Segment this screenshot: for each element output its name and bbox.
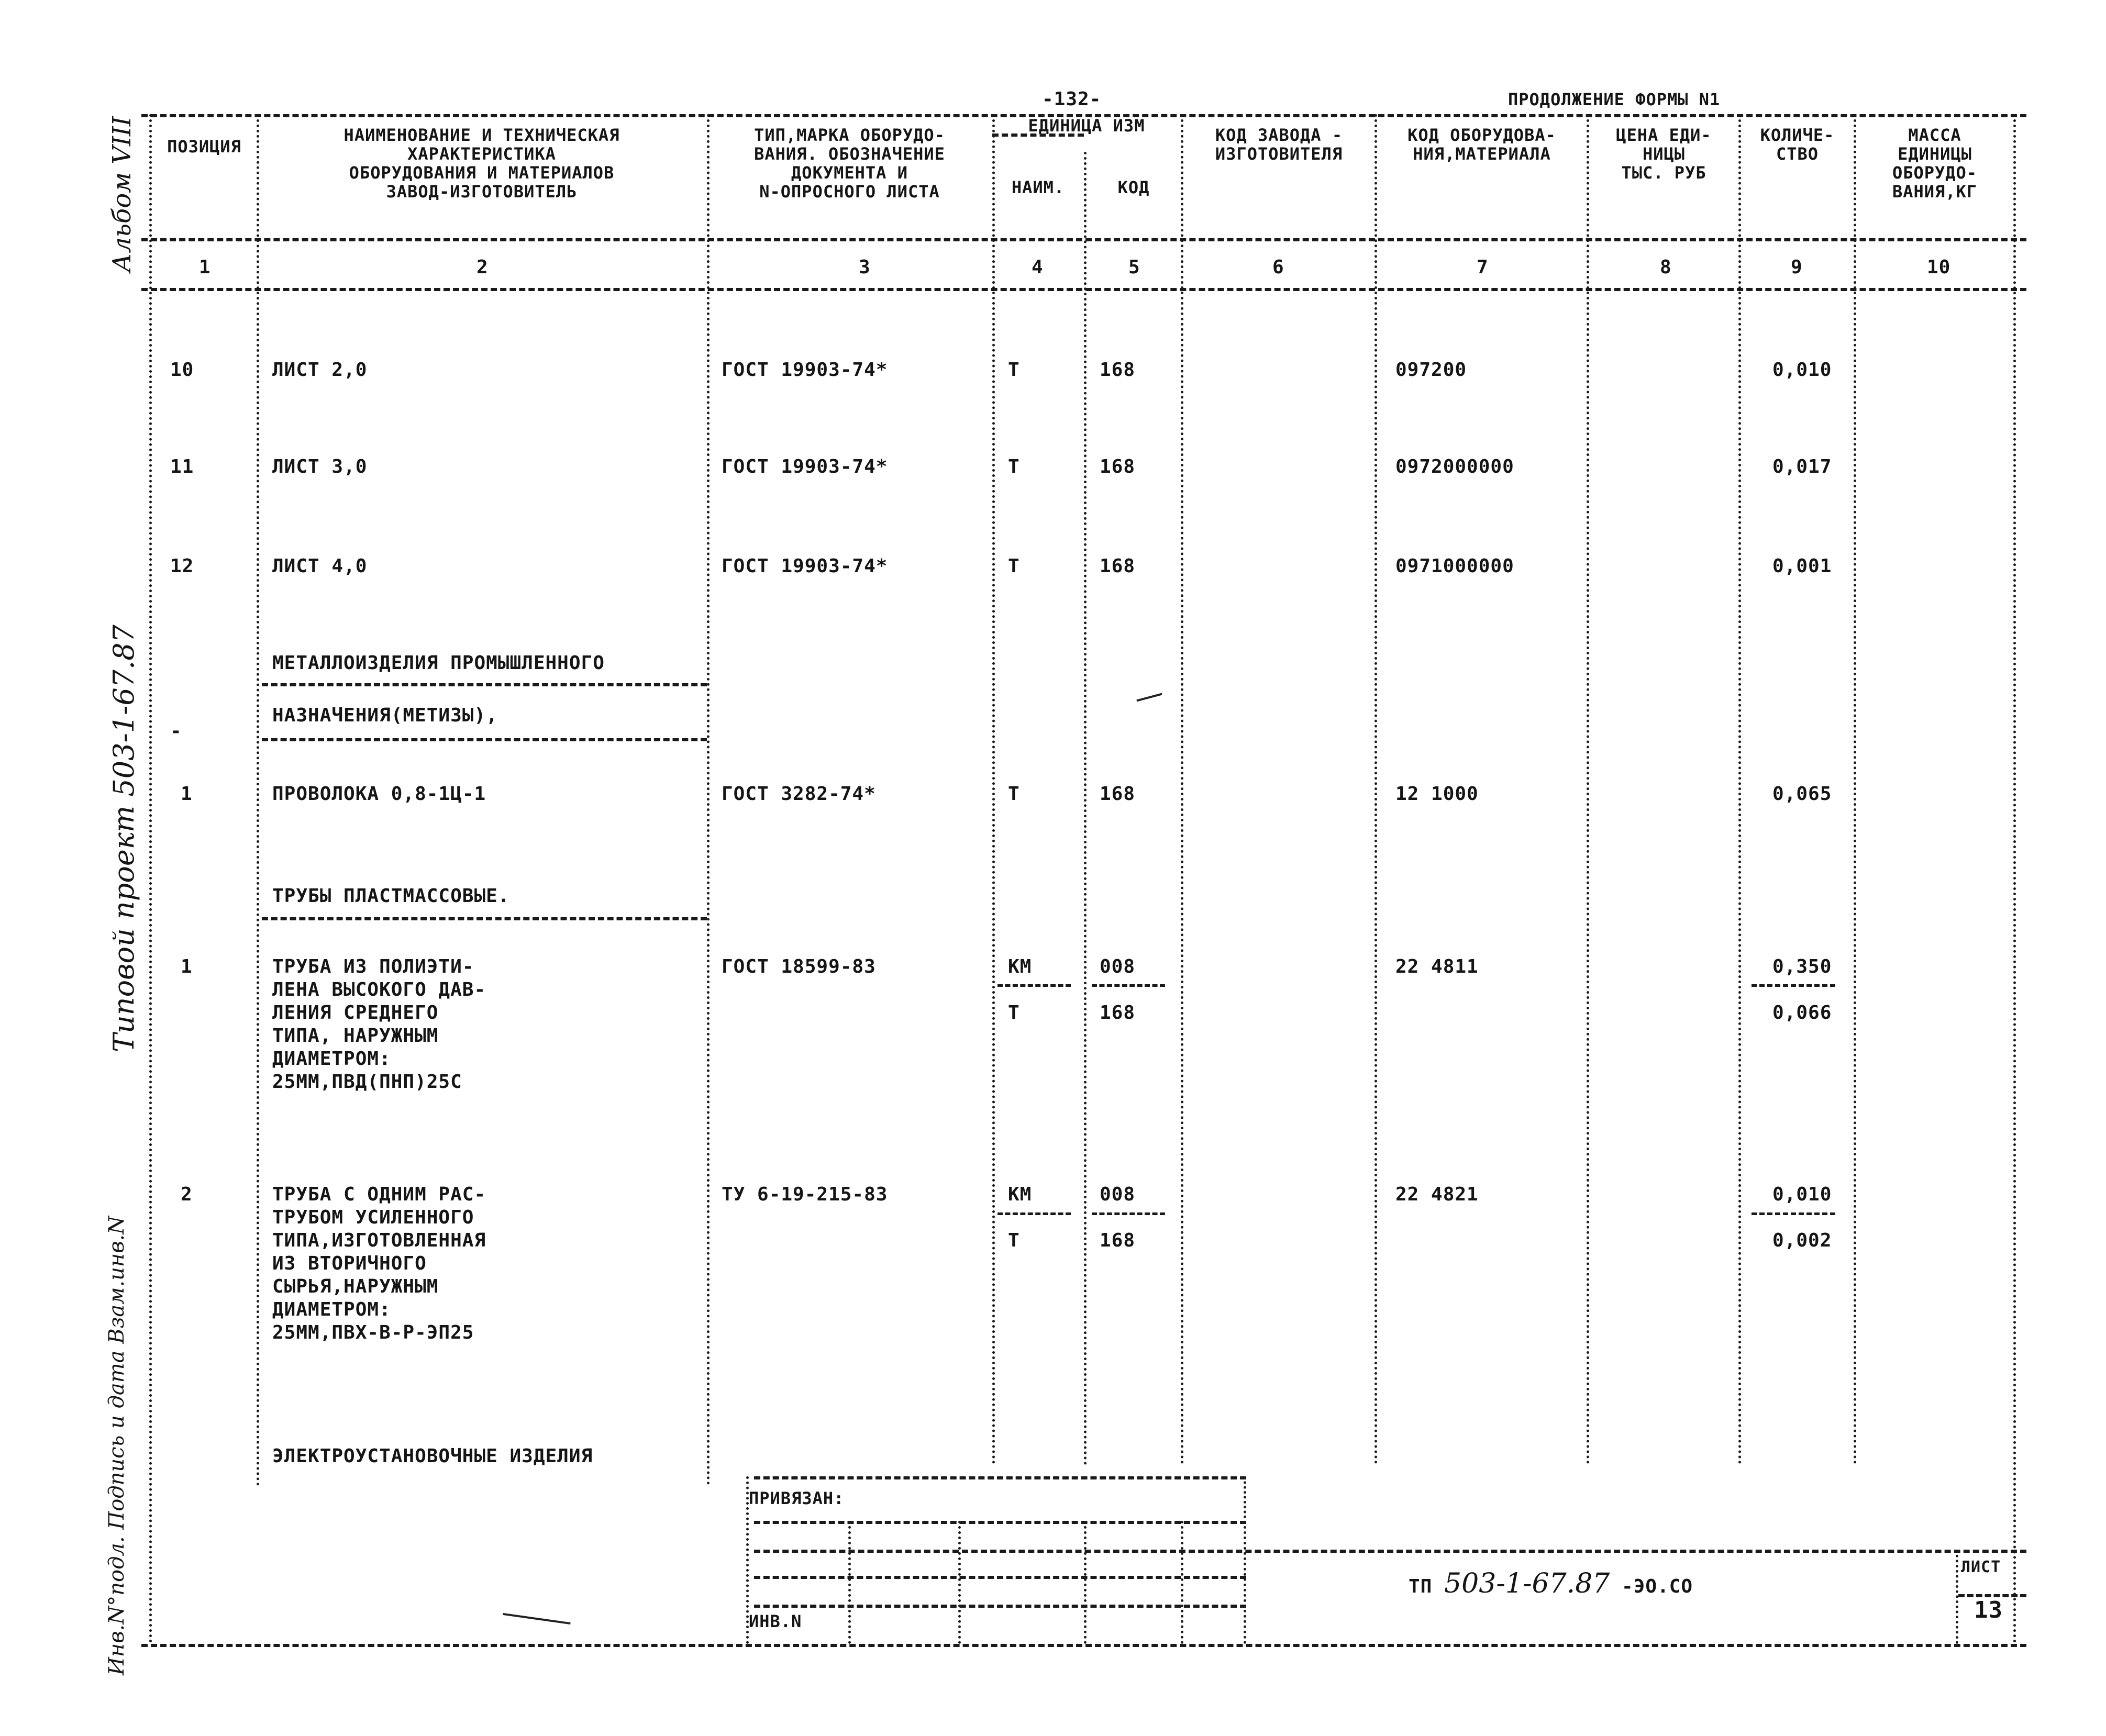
section-pipes-underline — [262, 917, 707, 920]
hdr-unit-name: НАИМ. — [1011, 177, 1065, 197]
row-unit: Т — [1008, 783, 1020, 805]
row-quantity: 0,350 — [1772, 956, 1832, 977]
doc-code-prefix: ТП — [1409, 1576, 1445, 1597]
row-doc: ГОСТ 3282-74* — [722, 783, 876, 805]
colnum-7: 7 — [1477, 257, 1489, 278]
row-unit: Т — [1008, 555, 1020, 577]
row-name-line: ТРУБА ИЗ ПОЛИЭТИ- — [272, 956, 474, 977]
vline-4 — [1084, 152, 1087, 1466]
row-name-line: ТИПА, НАРУЖНЫМ — [272, 1025, 439, 1047]
qty-split — [1752, 1212, 1835, 1215]
code-split — [1092, 984, 1165, 987]
stamp-attached-end — [1244, 1476, 1246, 1518]
stamp-vline-5 — [1244, 1521, 1246, 1644]
row-unit: КМ — [1008, 1184, 1032, 1205]
row-name: ЛИСТ 4,0 — [272, 555, 368, 577]
row-quantity-2: 0,066 — [1772, 1002, 1832, 1023]
row-name-line: ТИПА,ИЗГОТОВЛЕННАЯ — [272, 1230, 486, 1251]
vline-9 — [1854, 114, 1856, 1465]
colnum-5: 5 — [1128, 257, 1140, 278]
qty-split — [1752, 984, 1835, 987]
row-material-code: 22 4821 — [1395, 1184, 1479, 1205]
code-split — [1092, 1212, 1165, 1215]
colnum-10: 10 — [1927, 257, 1951, 278]
vline-2 — [707, 114, 710, 1486]
row-quantity: 0,017 — [1772, 456, 1832, 477]
row-name-line: ДИАМЕТРОМ: — [272, 1048, 391, 1070]
vline-7 — [1587, 114, 1589, 1465]
stamp-rule-4 — [754, 1576, 1246, 1579]
row-position: 11 — [170, 456, 194, 477]
colnum-6: 6 — [1272, 257, 1284, 278]
vline-5 — [1181, 114, 1183, 1465]
row-doc: ГОСТ 19903-74* — [722, 456, 888, 477]
row-position: 1 — [181, 956, 193, 977]
section-metiz-underline-2 — [262, 738, 707, 741]
row-unit-2: Т — [1008, 1230, 1020, 1251]
stamp-rule-2 — [754, 1521, 1246, 1524]
row-code-2: 168 — [1100, 1002, 1136, 1023]
stamp-attached: ПРИВЯЗАН: — [749, 1488, 845, 1508]
rule-bottom — [141, 1644, 2026, 1647]
colnum-4: 4 — [1032, 257, 1044, 278]
colnum-1: 1 — [199, 257, 211, 278]
colnum-9: 9 — [1791, 257, 1803, 278]
row-unit-2: Т — [1008, 1002, 1020, 1023]
colnum-2: 2 — [476, 257, 489, 278]
row-code-2: 168 — [1100, 1230, 1136, 1251]
row-name: ЛИСТ 3,0 — [272, 456, 368, 477]
row-quantity-2: 0,002 — [1772, 1230, 1832, 1251]
row-code: 168 — [1100, 783, 1136, 805]
row-position: 2 — [181, 1184, 193, 1205]
row-doc: ГОСТ 19903-74* — [722, 555, 888, 577]
vline-10 — [2013, 114, 2016, 1644]
vline-3 — [992, 114, 995, 1465]
hdr-material-code: КОД ОБОРУДОВА- НИЯ,МАТЕРИАЛА — [1407, 125, 1556, 164]
vline-8 — [1738, 114, 1741, 1465]
row-code: 008 — [1100, 956, 1136, 977]
row-quantity: 0,001 — [1772, 555, 1832, 577]
sheet-label: ЛИСТ — [1961, 1558, 2001, 1576]
row-doc: ГОСТ 19903-74* — [722, 359, 888, 381]
stamp-vline-4 — [1181, 1521, 1183, 1644]
row-unit: Т — [1008, 456, 1020, 477]
hdr-mass: МАССА ЕДИНИЦЫ ОБОРУДО- ВАНИЯ,КГ — [1892, 125, 1978, 202]
row-name-line: СЫРЬЯ,НАРУЖНЫМ — [272, 1276, 439, 1297]
row-quantity: 0,010 — [1772, 359, 1832, 381]
row-position: 10 — [170, 359, 194, 381]
row-name-line: ЛЕНА ВЫСОКОГО ДАВ- — [272, 979, 486, 1000]
section-electro-title: ЭЛЕКТРОУСТАНОВОЧНЫЕ ИЗДЕЛИЯ — [272, 1445, 593, 1467]
stamp-inv: ИНВ.N — [749, 1611, 802, 1631]
row-name: ЛИСТ 2,0 — [272, 359, 368, 381]
stamp-rule-3 — [754, 1550, 2026, 1553]
doc-code-suffix: -ЭО.СО — [1610, 1576, 1693, 1597]
hdr-name: НАИМЕНОВАНИЕ И ТЕХНИЧЕСКАЯ ХАРАКТЕРИСТИКА ОБОРУДОВАНИЯ И МАТЕРИАЛОВ ЗАВОД-ИЗГОТОВИТЕЛЬ — [343, 125, 620, 202]
doc-code-number: 503-1-67.87 — [1444, 1568, 1610, 1599]
section-metiz-subtitle: НАЗНАЧЕНИЯ(МЕТИЗЫ), — [272, 705, 498, 726]
side-stamp: Инв.N°подл. Подпись и дата Взам.инв.N — [105, 1216, 129, 1675]
hdr-unit: ЕДИНИЦА ИЗМ — [1028, 116, 1145, 136]
hdr-type: ТИП,МАРКА ОБОРУДО- ВАНИЯ. ОБОЗНАЧЕНИЕ ДОКУМЕНТА И N-ОПРОСНОГО ЛИСТА — [754, 125, 945, 202]
row-unit: Т — [1008, 359, 1020, 381]
row-name-line: ИЗ ВТОРИЧНОГО — [272, 1253, 427, 1274]
row-unit: КМ — [1008, 956, 1032, 977]
hdr-quantity: КОЛИЧЕ- СТВО — [1760, 125, 1835, 164]
sheet-number: 13 — [1974, 1597, 2003, 1623]
row-doc: ТУ 6-19-215-83 — [722, 1184, 888, 1205]
row-name: ПРОВОЛОКА 0,8-1Ц-1 — [272, 783, 486, 805]
row-code: 168 — [1100, 359, 1136, 381]
vline-0 — [149, 114, 152, 1644]
section-metiz-underline-1 — [262, 683, 707, 686]
section-pipes-title: ТРУБЫ ПЛАСТМАССОВЫЕ. — [272, 885, 510, 907]
vline-6 — [1375, 114, 1377, 1465]
hdr-price: ЦЕНА ЕДИ- НИЦЫ ТЫС. РУБ — [1616, 125, 1712, 183]
hdr-factory-code: КОД ЗАВОДА - ИЗГОТОВИТЕЛЯ — [1215, 125, 1343, 164]
stamp-vline-1 — [848, 1521, 851, 1644]
row-position: 1 — [181, 783, 193, 805]
unit-split — [997, 1212, 1071, 1215]
side-album: Альбом VIII — [107, 116, 137, 272]
row-quantity: 0,010 — [1772, 1184, 1832, 1205]
row-material-code: 22 4811 — [1395, 956, 1479, 977]
row-name-line: ТРУБОМ УСИЛЕННОГО — [272, 1207, 474, 1228]
section-metiz-dash: - — [170, 720, 182, 742]
row-material-code: 097200 — [1395, 359, 1467, 381]
continuation-label: ПРОДОЛЖЕНИЕ ФОРМЫ N1 — [1508, 90, 1721, 109]
pencil-stroke — [1136, 693, 1162, 702]
hdr-position: ПОЗИЦИЯ — [167, 137, 241, 157]
row-doc: ГОСТ 18599-83 — [722, 956, 876, 977]
stamp-vline-2 — [958, 1521, 961, 1644]
colnum-3: 3 — [859, 257, 871, 278]
colnum-8: 8 — [1660, 257, 1672, 278]
stamp-vline-3 — [1084, 1521, 1087, 1644]
page-number: -132- — [1042, 88, 1102, 110]
unit-split — [997, 984, 1071, 987]
row-name-line: ТРУБА С ОДНИМ РАС- — [272, 1184, 486, 1205]
doc-code — [1409, 1568, 1693, 1599]
stamp-rule-1 — [754, 1476, 1246, 1479]
row-material-code: 0972000000 — [1395, 456, 1514, 477]
row-code: 168 — [1100, 555, 1136, 577]
row-name-line: ЛЕНИЯ СРЕДНЕГО — [272, 1002, 439, 1023]
side-project: Типовой проект 503-1-67.87 — [107, 625, 140, 1052]
section-metiz-title: МЕТАЛЛОИЗДЕЛИЯ ПРОМЫШЛЕННОГО — [272, 652, 605, 674]
row-name-line: ДИАМЕТРОМ: — [272, 1299, 391, 1320]
row-name-line: 25ММ,ПВД(ПНП)25С — [272, 1071, 462, 1093]
row-name-line: 25ММ,ПВХ-В-Р-ЭП25 — [272, 1322, 474, 1343]
row-code: 008 — [1100, 1184, 1136, 1205]
vline-1 — [257, 114, 259, 1487]
row-quantity: 0,065 — [1772, 783, 1832, 805]
pencil-stroke — [503, 1613, 570, 1624]
stamp-rule-5 — [754, 1605, 1246, 1608]
row-material-code: 0971000000 — [1395, 555, 1514, 577]
row-code: 168 — [1100, 456, 1136, 477]
hdr-unit-code: КОД — [1117, 177, 1150, 197]
row-position: 12 — [170, 555, 194, 577]
row-material-code: 12 1000 — [1395, 783, 1479, 805]
